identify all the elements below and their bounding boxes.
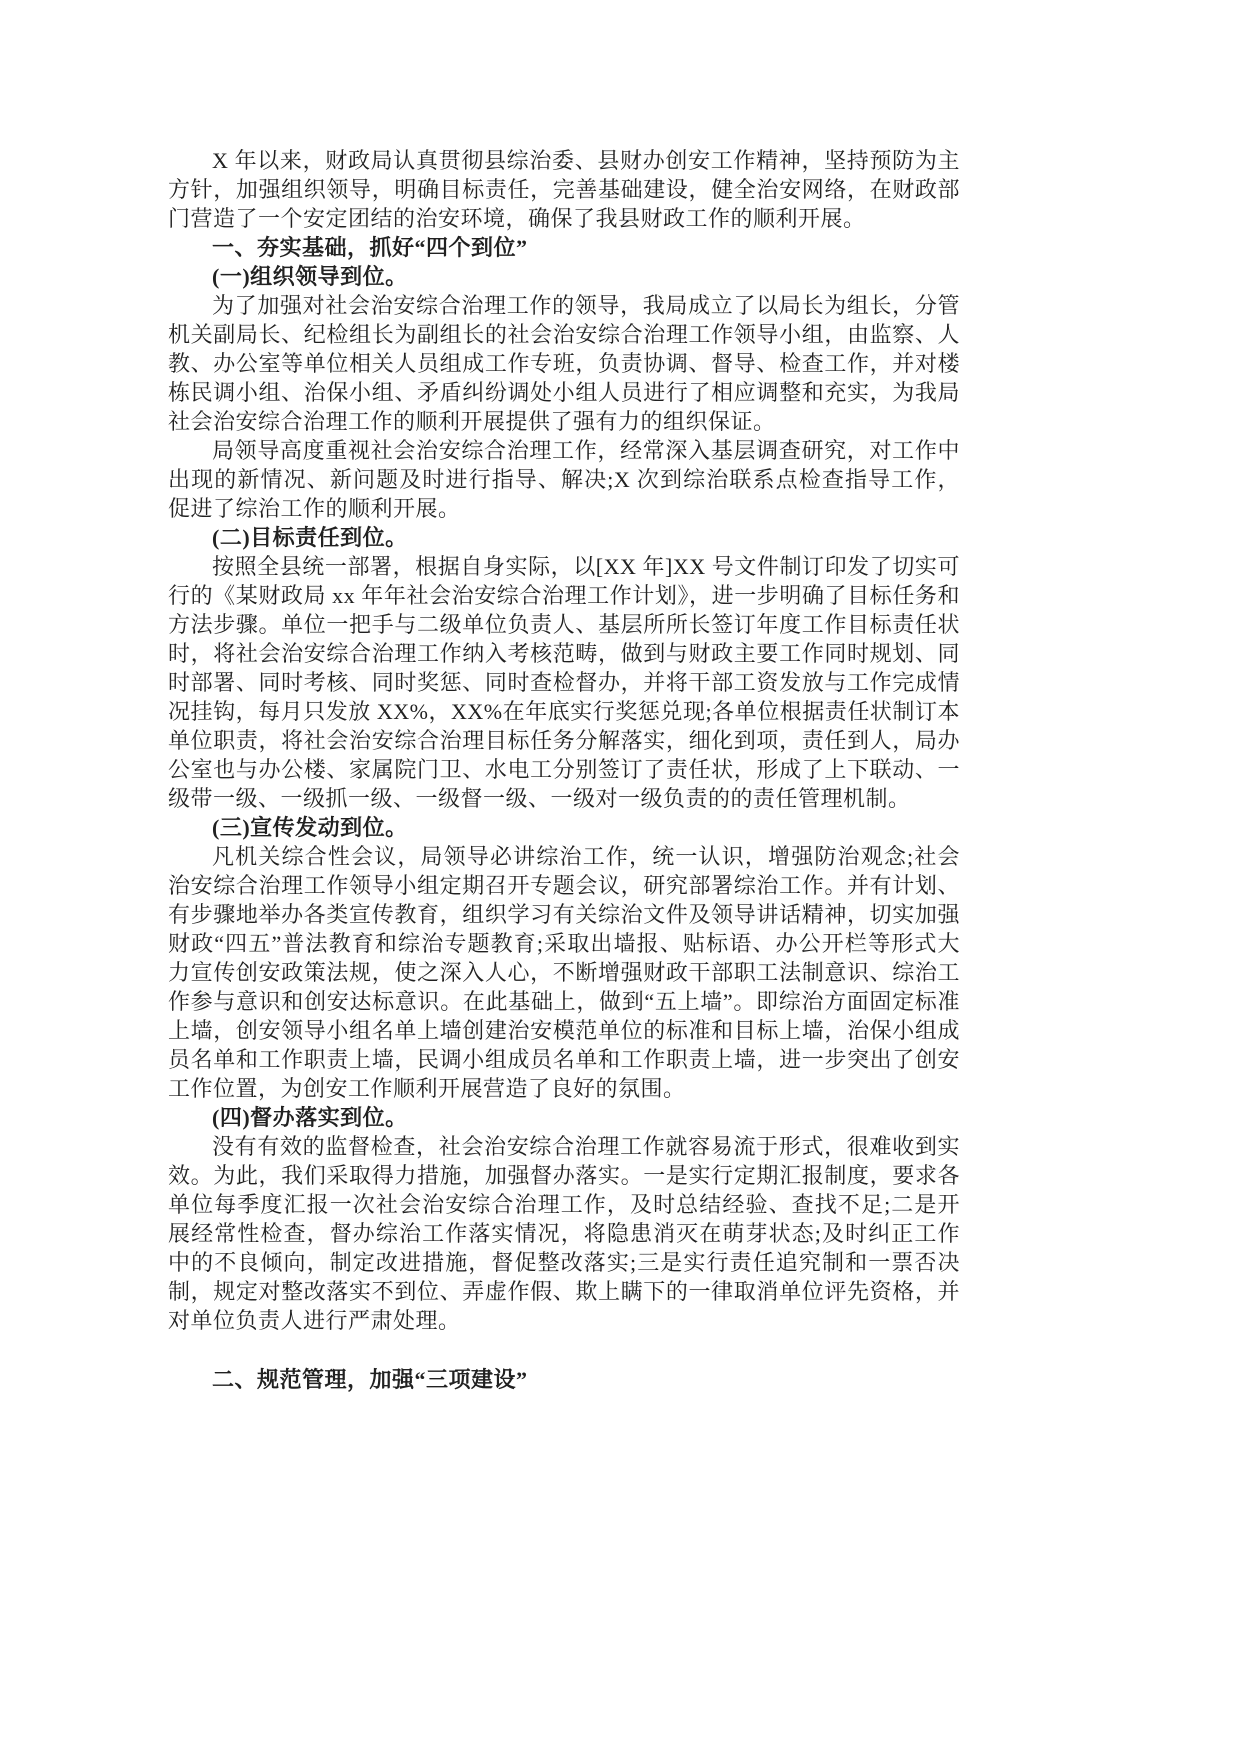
section-heading: 二、规范管理，加强“三项建设” xyxy=(212,1367,528,1392)
sub-heading: (四)督办落实到位。 xyxy=(212,1105,408,1130)
body-paragraph: 按照全县统一部署，根据自身实际，以[XX 年]XX 号文件制订印发了切实可行的《某财政局 xx 年年社会治安综合治理工作计划》，进一步明确了目标任务和方法步骤。单位一把手与二级单位负责人、基层所所长签订年度工作目标责任状时，将社会治安综合治理工作纳入考核范畴，做到与财政主要工作同时规划、同时部署、同时考核、同时奖惩、同时查检督办，并将干部工资发放与工作完成情况挂钩，每月只发放 XX%，XX%在年底实行奖惩兑现;各单位根据责任状制订本单位职责，将社会治安综合治理目标任务分解落实，细化到项，责任到人，局办公室也与办公楼、家属院门卫、水电工分别签订了责任状，形成了上下联动、一级带一级、一级抓一级、一级督一级、一级对一级负责的的责任管理机制。 xyxy=(168,554,960,811)
section-heading: 一、夯实基础，抓好“四个到位” xyxy=(212,235,528,260)
body-paragraph: 局领导高度重视社会治安综合治理工作，经常深入基层调查研究，对工作中出现的新情况、新问题及时进行指导、解决;X 次到综治联系点检查指导工作，促进了综治工作的顺利开展。 xyxy=(168,438,960,521)
body-paragraph: X 年以来，财政局认真贯彻县综治委、县财办创安工作精神，坚持预防为主方针，加强组织领导，明确目标责任，完善基础建设，健全治安网络，在财政部门营造了一个安定团结的治安环境，确保了我县财政工作的顺利开展。 xyxy=(168,148,960,231)
document-body xyxy=(168,146,960,1394)
body-paragraph: 没有有效的监督检查，社会治安综合治理工作就容易流于形式，很难收到实效。为此，我们采取得力措施，加强督办落实。一是实行定期汇报制度，要求各单位每季度汇报一次社会治安综合治理工作，及时总结经验、查找不足;二是开展经常性检查，督办综治工作落实情况，将隐患消灭在萌芽状态;及时纠正工作中的不良倾向，制定改进措施，督促整改落实;三是实行责任追究制和一票否决制，规定对整改落实不到位、弄虚作假、欺上瞒下的一律取消单位评先资格，并对单位负责人进行严肃处理。 xyxy=(168,1134,960,1333)
sub-heading: (二)目标责任到位。 xyxy=(212,525,408,550)
body-paragraph: 凡机关综合性会议，局领导必讲综治工作，统一认识，增强防治观念;社会治安综合治理工作领导小组定期召开专题会议，研究部署综治工作。并有计划、有步骤地举办各类宣传教育，组织学习有关综治文件及领导讲话精神，切实加强财政“四五”普法教育和综治专题教育;采取出墙报、贴标语、办公开栏等形式大力宣传创安政策法规，使之深入人心，不断增强财政干部职工法制意识、综治工作参与意识和创安达标意识。在此基础上，做到“五上墙”。即综治方面固定标准上墙，创安领导小组名单上墙创建治安模范单位的标准和目标上墙，治保小组成员名单和工作职责上墙，民调小组成员名单和工作职责上墙，进一步突出了创安工作位置，为创安工作顺利开展营造了良好的氛围。 xyxy=(168,844,960,1101)
sub-heading: (三)宣传发动到位。 xyxy=(212,815,408,840)
sub-heading: (一)组织领导到位。 xyxy=(212,264,408,289)
body-paragraph: 为了加强对社会治安综合治理工作的领导，我局成立了以局长为组长，分管机关副局长、纪检组长为副组长的社会治安综合治理工作领导小组，由监察、人教、办公室等单位相关人员组成工作专班，负责协调、督导、检查工作，并对楼栋民调小组、治保小组、矛盾纠纷调处小组人员进行了相应调整和充实，为我局社会治安综合治理工作的顺利开展提供了强有力的组织保证。 xyxy=(168,293,960,434)
